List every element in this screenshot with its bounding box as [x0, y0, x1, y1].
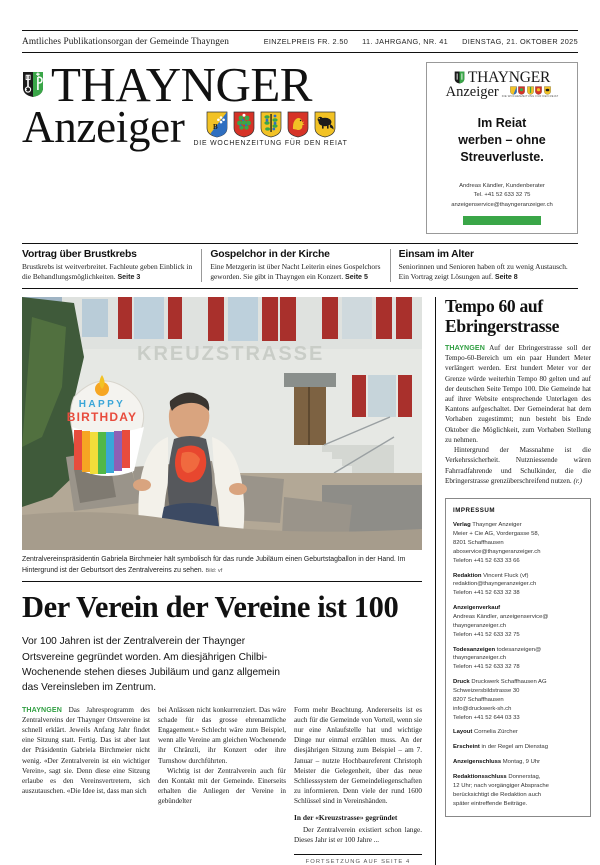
teaser-row: [22, 243, 578, 290]
ad-contact-name: Andreas Kändler, Kundenberater: [459, 183, 545, 190]
impressum-label: Anzeigenschluss: [453, 759, 502, 766]
side-paragraph: [445, 343, 591, 445]
dateline-label: THAYNGEN: [22, 705, 62, 714]
body-subheadline: In der «Kreuzstrasse» gegründet: [294, 813, 398, 823]
ad-logo-title: THAYNGER: [467, 69, 551, 86]
impressum-value: 8207 Schaffhausen: [453, 696, 504, 703]
impressum-value: Telefon +41 52 644 03 33: [453, 714, 520, 721]
body-paragraph-text: Das Jahresprogramm des Zentralvereins der Thaynger Ortsvereine ist schnell erklärt. Jeweils Anfang Jahr findet eine Sitzung statt. Fertig. Das ist aber laut der Präsidentin Gabriela Birchmeier nicht wenig. «Der Zentralverein ist ein wichtiger Verein», sagt sie. Denn diese eine Sitzung erlaube es den Vereinsvertretern, sich auszutauschen. «Die Idee ist, dass man sich: [22, 705, 150, 795]
ad-claim-line-3: Streuverluste.: [460, 149, 544, 164]
ad-claim-line-1: Im Reiat: [477, 116, 527, 130]
impressum-block: [453, 728, 583, 737]
impressum-value: 8201 Schaffhausen: [453, 539, 504, 546]
edition-label: 11. JAHRGANG, NR. 41: [362, 37, 449, 46]
impressum-block: [453, 646, 583, 673]
svg-text:HAPPY: HAPPY: [78, 399, 126, 411]
impressum-value: 12 Uhr; nach vorgängiger Absprache: [453, 782, 549, 789]
barzheim-arms-icon: [206, 111, 228, 138]
impressum-block: [453, 572, 583, 599]
impressum-value: Andreas Kändler, anzeigenservice@: [453, 613, 549, 620]
side-paragraph-text: Hintergrund der Massnahme ist die Verkehrssicherheit. Nutzniessende wären Fahrradfahrende und Schulkinder, die die Ebringerstrasse grenzüberschreifend nutzen.: [445, 446, 591, 485]
impressum-label: Anzeigenverkauf: [453, 605, 501, 612]
hofen-arms-icon: [287, 111, 309, 138]
impressum-label: Layout: [453, 729, 473, 736]
masthead-info-bar: [22, 31, 578, 53]
impressum-label: Druck: [453, 679, 470, 686]
self-promo-ad[interactable]: [426, 62, 578, 234]
svg-text:BIRTHDAY: BIRTHDAY: [66, 410, 138, 425]
impressum-value: Druckwerk Schaffhausen AG: [471, 679, 547, 686]
ad-accent-bar: [463, 216, 541, 225]
date-label: DIENSTAG, 21. OKTOBER 2025: [462, 37, 578, 46]
ad-contact: [451, 182, 553, 209]
impressum-value[interactable]: info@druckwerk-sh.ch: [453, 705, 512, 712]
teaser-headline: Vortrag über Brustkrebs: [22, 248, 137, 260]
impressum-label: Redaktion: [453, 572, 482, 579]
opfertshofen-arms-icon: [314, 111, 336, 138]
impressum-value: Telefon +41 52 633 33 66: [453, 557, 520, 564]
side-article-body: [445, 343, 591, 486]
masthead: [22, 53, 578, 234]
impressum-value: Telefon +41 52 633 32 78: [453, 664, 520, 671]
impressum-block: [453, 678, 583, 722]
teaser-page-ref[interactable]: Seite 3: [117, 272, 141, 281]
impressum-value[interactable]: thayngeranzeiger.ch: [453, 622, 507, 629]
ad-claim-line-2: werben – ohne: [458, 132, 546, 147]
teaser-page-ref[interactable]: Seite 5: [345, 272, 368, 281]
impressum-block: [453, 758, 583, 767]
body-text: [294, 705, 422, 845]
impressum-label: Todesanzeigen: [453, 646, 496, 653]
teaser-text: [210, 262, 381, 283]
svg-text:KREUZSTRASSE: KREUZSTRASSE: [137, 343, 325, 366]
side-article-signature: (r.): [573, 476, 583, 485]
impressum-value: Montag, 9 Uhr: [502, 759, 541, 766]
main-body-columns: [22, 705, 422, 865]
impressum-value: Thaynger Anzeiger: [472, 522, 522, 529]
edition-info: [264, 37, 578, 46]
ad-mini-arms: [510, 86, 551, 95]
impressum-value: Telefon +41 52 633 32 75: [453, 631, 520, 638]
lead-photo: [22, 297, 422, 550]
body-paragraph: Form mehr Beachtung. Andererseits ist es auch für die Gemeinde von Vorteil, wenn sie nur eine Anlaufstelle hat und wichtige Dinge nur einmal erzählen muss. An der diesjährigen Sitzung zum Beispiel – am 7. Januar – nutzte Hochbaureferent Christoph Meister die Gelegenheit, über das neue Schliesssystem der Gemeindeliegenschaften zu informieren. Denn viele der rund 1600 Schlüssel sind in Vereinshänden.: [294, 705, 422, 806]
teaser-text: [22, 262, 193, 283]
body-column-1: [22, 705, 150, 865]
impressum-value: Donnerstag,: [508, 774, 541, 780]
bibern-arms-icon: [233, 111, 255, 138]
teaser-item-3[interactable]: [390, 249, 578, 283]
content-area: [22, 296, 591, 865]
teaser-body: Brustkrebs ist weitverbreitet. Fachleute geben Einblick in die Behandlungsmöglichkeiten.: [22, 261, 193, 281]
teaser-item-2[interactable]: [201, 249, 389, 283]
body-paragraph: Wichtig ist der Zentralverein auch für den Kontakt mit der Gemeinde. Einerseits erhalten die Anliegen der Vereine in gebündelter: [158, 766, 286, 806]
teaser-headline: Einsam im Alter: [398, 248, 474, 260]
impressum-block: [453, 521, 583, 565]
caption-text: Zentralvereinspräsidentin Gabriela Birchmeier hält symbolisch für das runde Jubiläum einen Geburtstagballon in der Hand. Im Hintergrund ist der Geburtsort des Zentralvereins zu sehen.: [22, 556, 406, 574]
masthead-logo: [22, 57, 418, 234]
impressum-title: IMPRESSUM: [453, 506, 495, 514]
ad-logo-subtitle: Anzeiger: [445, 83, 499, 100]
teaser-body: Seniorinnen und Senioren haben oft zu wenig Austausch. Ein Vortrag zeigt Lösungen auf.: [398, 261, 568, 281]
ad-contact-email[interactable]: anzeigenservice@thayngeranzeiger.ch: [451, 201, 553, 208]
body-paragraph: Der Zentralverein existiert schon lange. Dieses Jahr ist er 100 Jahre ...: [294, 825, 422, 844]
ad-thayngen-arms-icon: [454, 71, 465, 84]
teaser-text: [399, 262, 570, 283]
main-story-column: [22, 297, 422, 865]
body-column-3: [294, 705, 422, 865]
teaser-item-1[interactable]: [22, 249, 201, 283]
impressum-value: Cornelia Zürcher: [473, 729, 518, 736]
publication-line: Amtliches Publikationsorgan der Gemeinde Thayngen: [22, 37, 229, 47]
teaser-headline: Gospelchor in der Kirche: [210, 248, 330, 260]
impressum-box: [445, 498, 591, 818]
altdorf-arms-icon: [260, 111, 282, 138]
masthead-tagline: DIE WOCHENZEITUNG FÜR DEN REIAT: [193, 140, 348, 148]
body-text: [158, 705, 286, 807]
impressum-value[interactable]: redaktion@thayngeranzeiger.ch: [453, 581, 537, 588]
impressum-value[interactable]: aboservice@thayngeranzeiger.ch: [453, 548, 541, 555]
body-paragraph: [22, 705, 150, 796]
continuation-note[interactable]: FORTSETZUNG AUF SEITE 4: [294, 854, 422, 865]
main-lead: Vor 100 Jahren ist der Zentralverein der Thaynger Ortsvereine gegründet worden. Am diesjährigen Chilbi-Wochenende stehen dieses Jubiläum und ganz allgemein das Vereinsleben im Zentrum.: [22, 636, 280, 694]
impressum-value[interactable]: thayngeranzeiger.ch: [453, 655, 507, 662]
impressum-value: todesanzeigen@: [496, 646, 542, 653]
body-column-2: [158, 705, 286, 865]
impressum-label: Verlag: [453, 522, 471, 529]
teaser-body: Eine Metzgerin ist über Nacht Leiterin eines Gospelchors geworden. Sie gibt in Thayngen ein Konzert.: [210, 261, 381, 281]
side-article-headline: Tempo 60 auf Ebringerstrasse: [445, 296, 560, 336]
masthead-title: THAYNGER: [51, 57, 312, 112]
impressum-value: berücksichtigt die Redaktion auch: [453, 791, 542, 798]
photo-caption: [22, 550, 422, 582]
impressum-block: [453, 604, 583, 639]
impressum-value: Vincent Fluck (vf): [483, 572, 529, 579]
photo-credit: Bild: vf: [205, 567, 223, 574]
side-column: [435, 297, 591, 865]
impressum-block: [453, 743, 583, 752]
masthead-subtitle: Anzeiger: [22, 102, 185, 153]
impressum-label: Redaktionsschluss: [453, 774, 507, 780]
price-label: EINZELPREIS FR. 2.50: [263, 37, 349, 46]
impressum-value: später eintreffende Beiträge.: [453, 800, 528, 807]
ad-logo-tagline: DIE WOCHENZEITUNG FÜR DEN REIAT: [501, 94, 559, 98]
newspaper-front-page: [0, 30, 600, 865]
body-paragraph: bei Anlässen nicht konkurrenziert. Das wäre schade für das grosse ehrenamtliche Engagement.» Schlecht wäre zum Beispiel, wenn alle Vereine am gleichen Wochenende ihr Chränzli, ihr Konzert oder ihre Turnshow durchführten.: [158, 705, 286, 765]
body-text: [22, 705, 150, 796]
main-headline: Der Verein der Vereine ist 100: [22, 590, 399, 625]
ad-claim: [458, 115, 546, 165]
impressum-value: Schweizersbildstrasse 30: [453, 687, 520, 694]
svg-text:B: B: [212, 123, 218, 132]
reiat-arms-group: [194, 111, 348, 150]
ad-logo-row-2: [446, 85, 559, 100]
impressum-block: [453, 773, 583, 808]
impressum-value: in der Regel am Dienstag: [481, 744, 548, 751]
impressum-value: Telefon +41 52 633 32 38: [453, 590, 520, 597]
impressum-label: Erscheint: [453, 744, 480, 751]
impressum-value: Meier + Cie AG, Vordergasse 58,: [453, 531, 540, 538]
side-dateline-label: THAYNGEN: [445, 343, 485, 352]
teaser-page-ref[interactable]: Seite 8: [494, 272, 518, 281]
side-paragraph: [445, 445, 591, 486]
thayngen-arms-icon: [22, 71, 44, 98]
ad-contact-phone: Tel. +41 52 633 32 75: [473, 192, 531, 199]
side-paragraph-text: Auf der Ebringerstrasse soll der Tempo-60-Bereich um ein paar Hundert Meter verlängert werden. Erst hundert Meter vor der Grenze würde weiterhin Tempo 80 gelten und auf der deutschen Seite Tempo 100. Die Gemeinde hat auf ihrer Website entsprechende Unterlagen des Kantons aufgeschaltet. Der Gemeinderat hat dem Vorhaben zugestimmt; nun besteht bis Ende Oktober die Möglichkeit, zum Vorhaben Stellung zu nehmen.: [445, 343, 591, 444]
